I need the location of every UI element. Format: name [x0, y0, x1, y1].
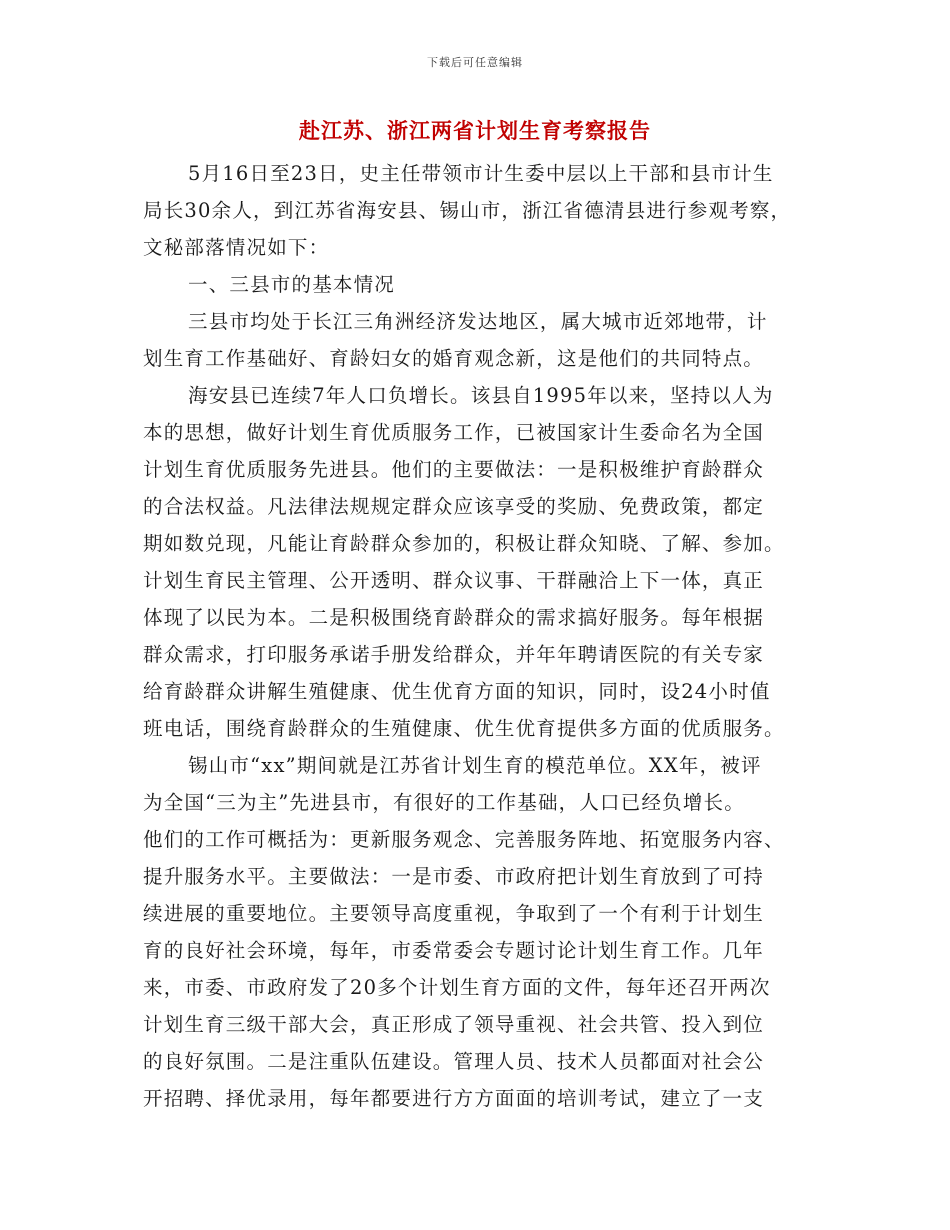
paragraph-line: 体现了以民为本。二是积极围绕育龄群众的需求搞好服务。每年根据: [143, 606, 765, 629]
paragraph-line: 局长30余人，到江苏省海安县、锡山市，浙江省德清县进行参观考察，: [143, 199, 792, 222]
paragraph-line: 计划生育民主管理、公开透明、群众议事、干群融洽上下一体，真正: [143, 569, 765, 592]
paragraph-line: 计划生育三级干部大会，真正形成了领导重视、社会共管、投入到位: [143, 1013, 765, 1036]
paragraph-line: 的合法权益。凡法律法规规定群众应该享受的奖励、免费政策，都定: [143, 495, 765, 518]
paragraph-line: 三县市均处于长江三角洲经济发达地区，属大城市近郊地带，计: [188, 310, 768, 333]
paragraph-line: 班电话，围绕育龄群众的生殖健康、优生优育提供多方面的优质服务。: [143, 717, 785, 740]
paragraph-line: 群众需求，打印服务承诺手册发给群众，并年年聘请医院的有关专家: [143, 643, 765, 666]
paragraph-line: 开招聘、择优录用，每年都要进行方方面面的培训考试，建立了一支: [143, 1087, 765, 1110]
paragraph-line: 续进展的重要地位。主要领导高度重视，争取到了一个有利于计划生: [143, 902, 765, 925]
paragraph-line: 来，市委、市政府发了20多个计划生育方面的文件，每年还召开两次: [143, 976, 771, 999]
paragraph-line: 划生育工作基础好、育龄妇女的婚育观念新，这是他们的共同特点。: [143, 347, 765, 370]
header-note: 下载后可任意编辑: [427, 56, 523, 69]
document-title: 赴江苏、浙江两省计划生育考察报告: [299, 118, 651, 143]
paragraph-line: 文秘部落情况如下：: [143, 236, 330, 259]
paragraph-line: 给育龄群众讲解生殖健康、优生优育方面的知识，同时，设24小时值: [143, 680, 771, 703]
paragraph-line: 为全国“三为主”先进县市，有很好的工作基础，人口已经负增长。: [143, 791, 745, 814]
paragraph-line: 的良好氛围。二是注重队伍建设。管理人员、技术人员都面对社会公: [143, 1050, 765, 1073]
paragraph-line: 提升服务水平。主要做法：一是市委、市政府把计划生育放到了可持: [143, 865, 765, 888]
paragraph-line: 本的思想，做好计划生育优质服务工作，已被国家计生委命名为全国: [143, 421, 765, 444]
paragraph-line: 他们的工作可概括为：更新服务观念、完善服务阵地、拓宽服务内容、: [143, 828, 785, 851]
paragraph-line: 锡山市“xx”期间就是江苏省计划生育的模范单位。XX年，被评: [188, 754, 762, 777]
paragraph-line: 育的良好社会环境，每年，市委常委会专题讨论计划生育工作。几年: [143, 939, 765, 962]
paragraph-line: 5月16日至23日，史主任带领市计生委中层以上干部和县市计生: [188, 162, 774, 185]
section-heading: 一、三县市的基本情况: [188, 273, 396, 296]
paragraph-line: 海安县已连续7年人口负增长。该县自1995年以来，坚持以人为: [188, 384, 774, 407]
paragraph-line: 期如数兑现，凡能让育龄群众参加的，积极让群众知晓、了解、参加。: [143, 532, 785, 555]
paragraph-line: 计划生育优质服务先进县。他们的主要做法：一是积极维护育龄群众: [143, 458, 765, 481]
